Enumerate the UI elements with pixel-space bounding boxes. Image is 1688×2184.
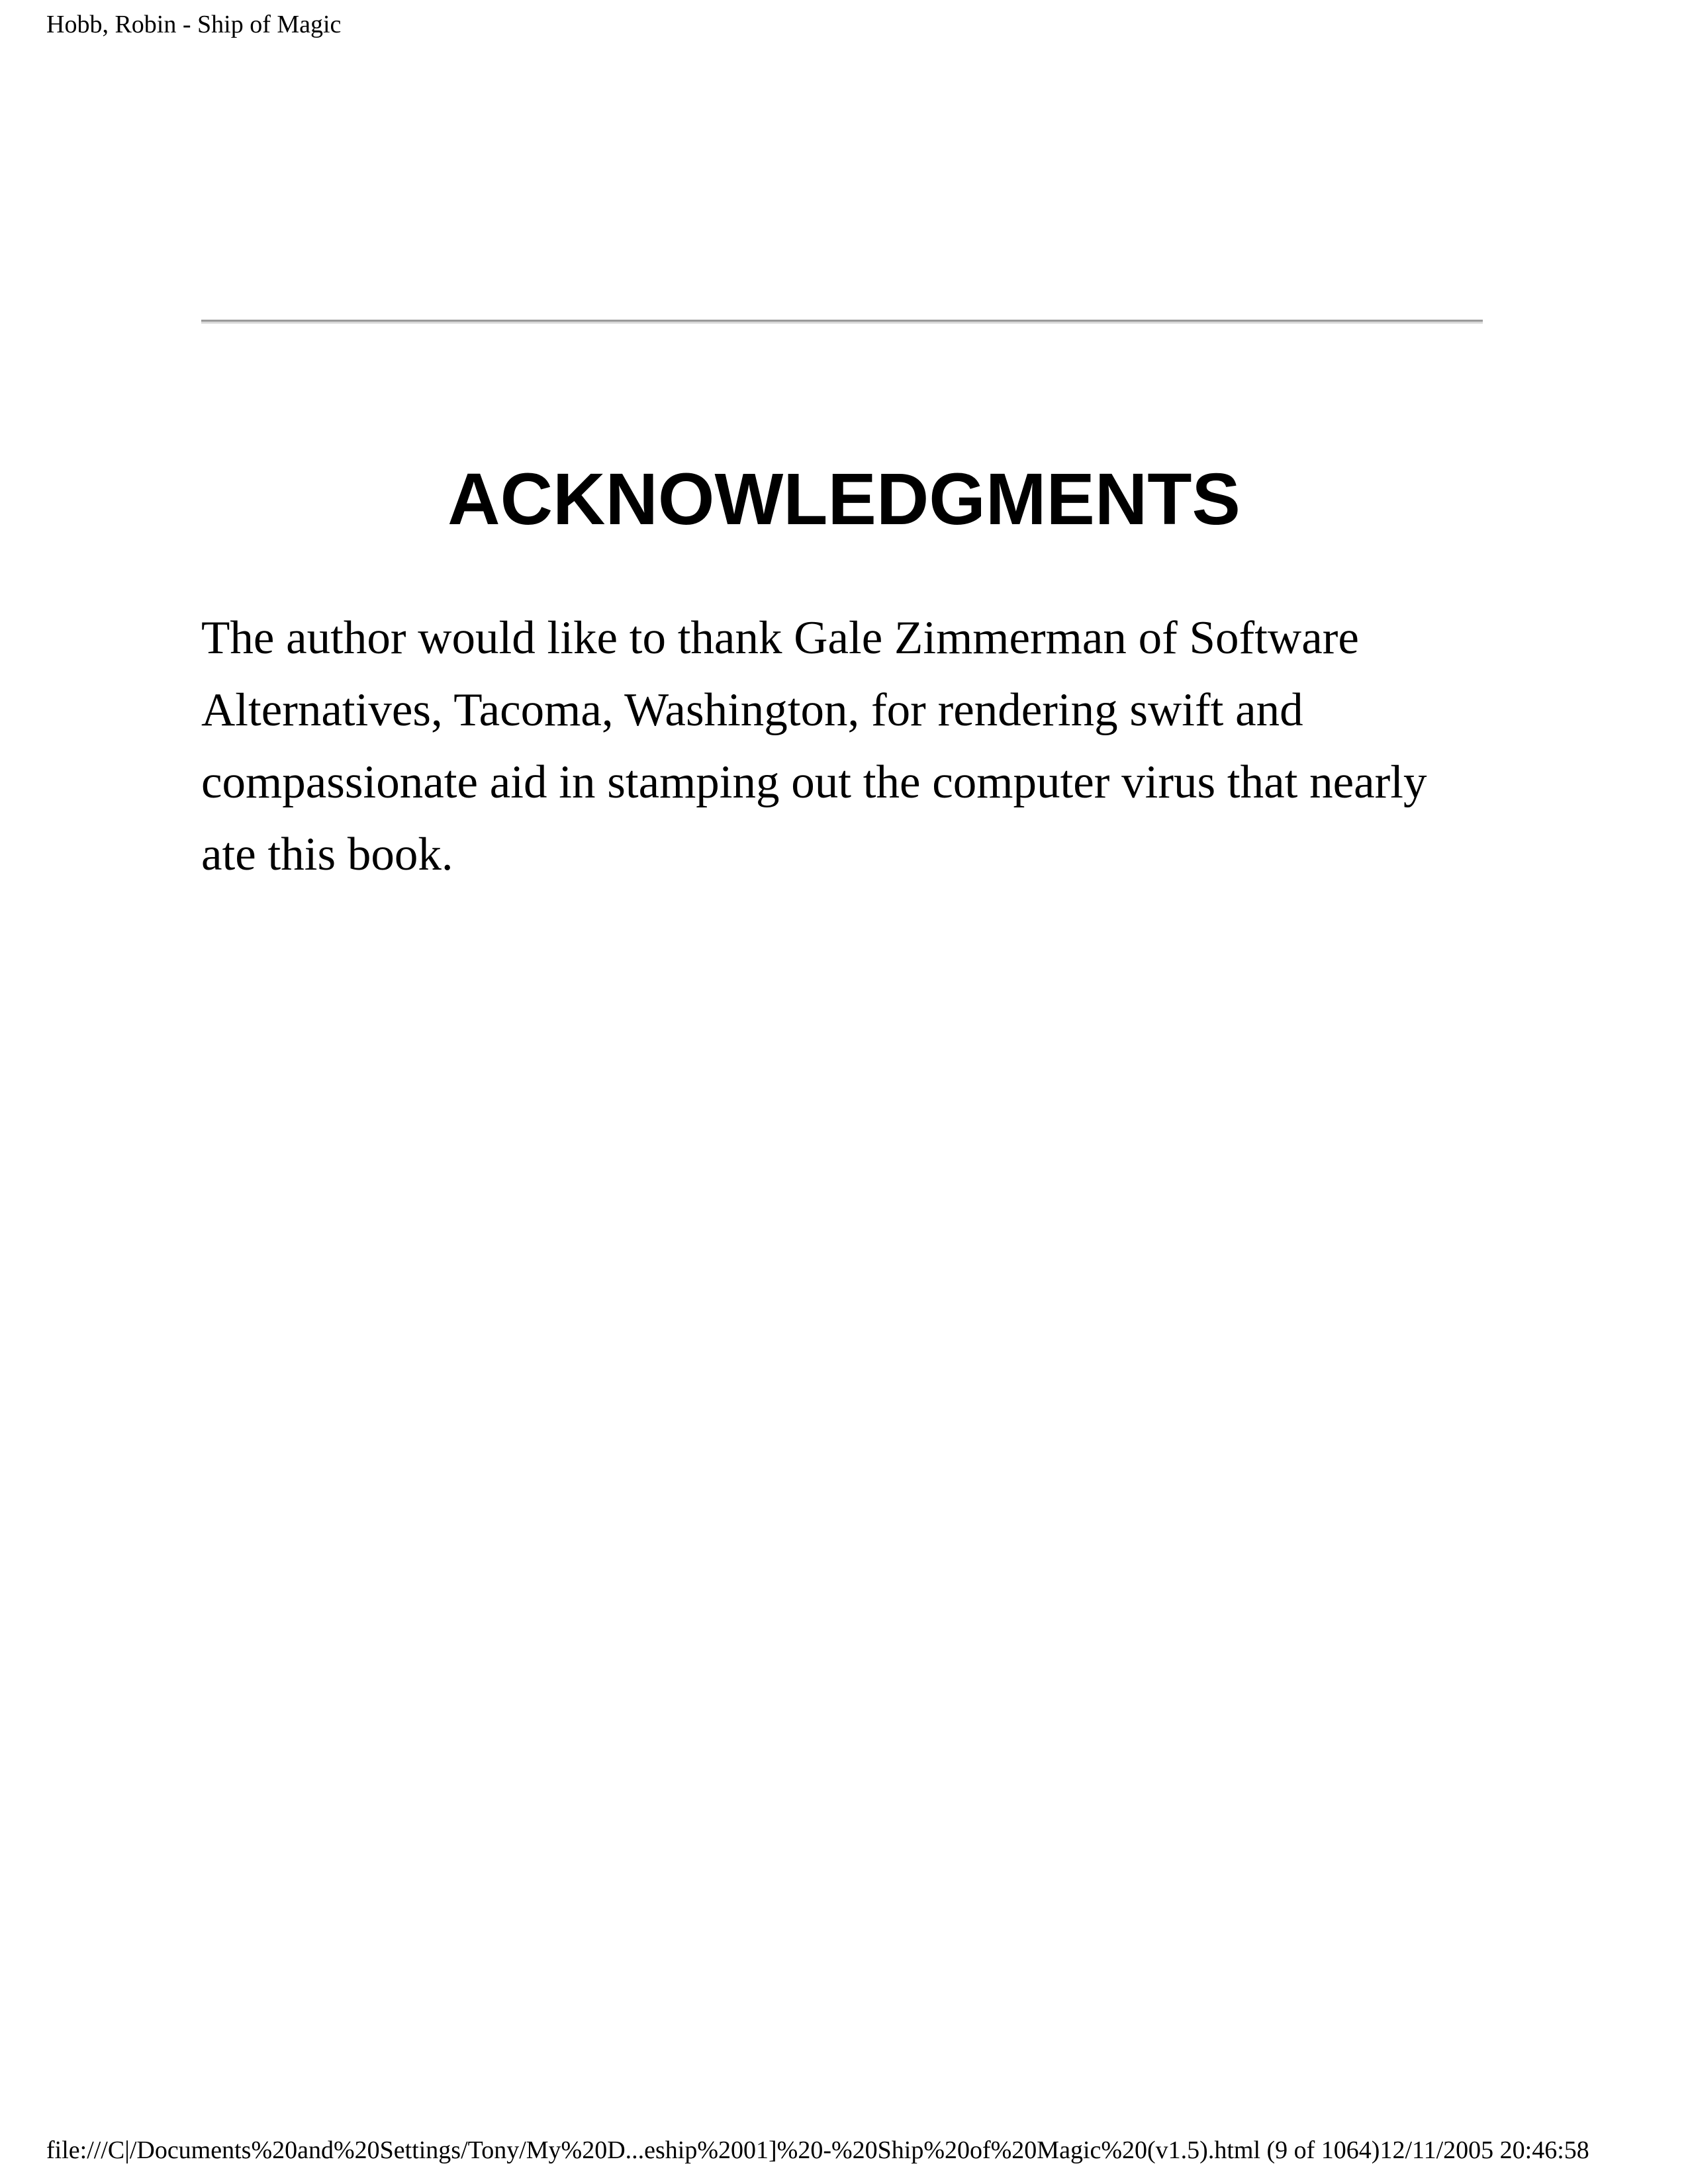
horizontal-rule [201, 320, 1483, 324]
paragraph-line: ate this book. [201, 829, 453, 880]
page-header: Hobb, Robin - Ship of Magic [46, 11, 342, 38]
paragraph-line: Alternatives, Tacoma, Washington, for rendering swift and [201, 684, 1303, 736]
paragraph-line: compassionate aid in stamping out the computer virus that nearly [201, 756, 1427, 808]
paragraph-line: The author would like to thank Gale Zimmerman of Software [201, 612, 1359, 664]
acknowledgment-paragraph [201, 602, 1459, 891]
section-heading: ACKNOWLEDGMENTS [447, 459, 1241, 540]
page-footer: file:///C|/Documents%20and%20Settings/Tony/My%20D...eship%2001]%20-%20Ship%20of%20Magic%20(v1.5).html (9 of 1064)12/11/2005 20:46:58 [46, 2136, 1589, 2164]
